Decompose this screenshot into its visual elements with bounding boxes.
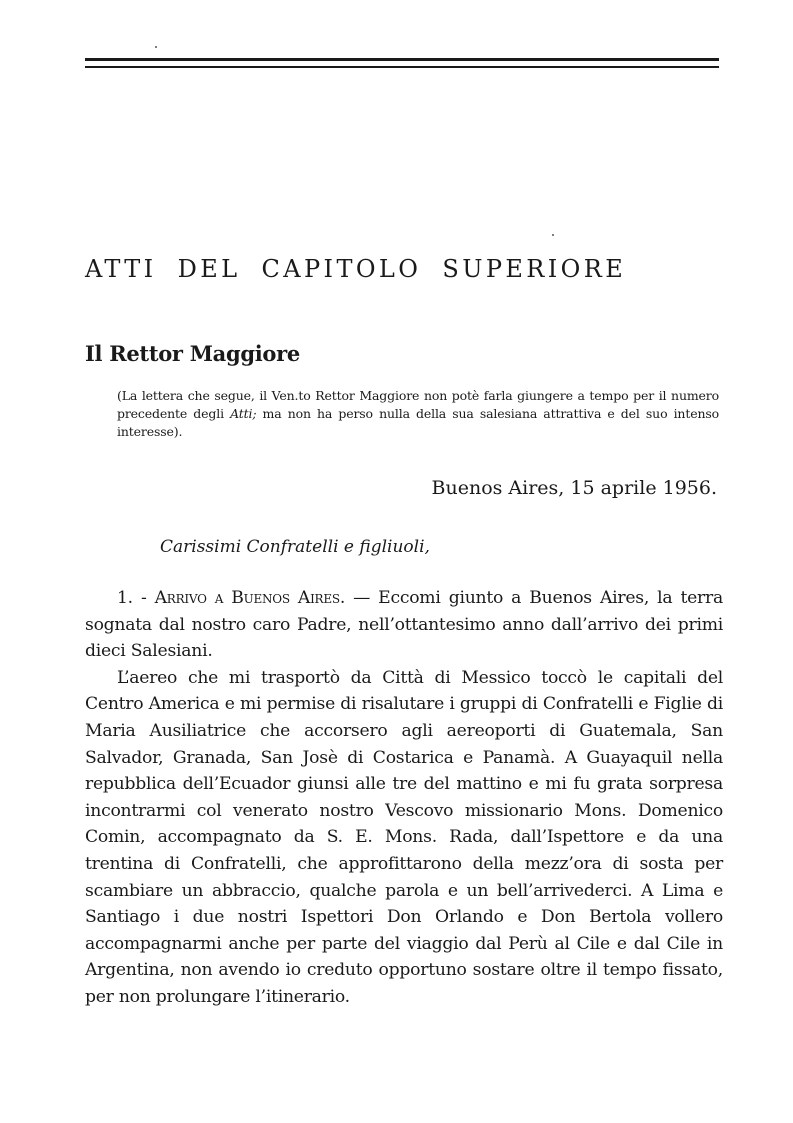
paragraph-heading: Arrivo a Buenos Aires. [154, 588, 346, 608]
paragraph-2: L’aereo che mi trasportò da Città di Messico toccò le capitali del Centro America e mi permise di risalutare i gruppi di Confratelli e Figlie di Maria Ausiliatrice che accorsero agli aereoporti di Guatemala, San Salvador, Granada, San Josè di Costarica e Panamà. A Guayaquil nella repubblica dell’Ecuador giunsi alle tre del mattino e mi fu grata sorpresa incontrarmi col venerato nostro Vescovo missionario Mons. Domenico Comin, accompagnato da S. E. Mons. Rada, dall’Ispettore e da una trentina di Confratelli, che approfittarono della mezz’ora di sosta per scambiare un abbraccio, qualche parola e un bell’arrivederci. A Lima e Santiago i due nostri Ispettori Don Orlando e Don Bertola vollero accompagnarmi anche per parte del viaggio dal Perù al Cile e dal Cile in Argentina, non avendo io creduto opportuno sostare oltre il tempo fissato, per non prolungare l’itinerario. [85, 667, 723, 1007]
note-text-end: ma non ha perso nulla della sua salesiana attrattiva e del suo intenso interesse). [117, 406, 719, 439]
section-heading: Il Rettor Maggiore [85, 341, 300, 366]
note-text: (La lettera che segue, il Ven.to Rettor Maggiore non potè farla giungere a tempo per il numero precedente degli [117, 388, 719, 421]
scan-speck [552, 234, 554, 236]
editorial-note [85, 387, 719, 441]
letter-salutation: Carissimi Confratelli e figliuoli, [160, 537, 430, 557]
header-rule-thin [85, 66, 719, 68]
letter-body [85, 585, 723, 1011]
scan-speck [155, 46, 157, 48]
paragraph-1-text: — Eccomi giunto a Buenos Aires, la terra sognata dal nostro caro Padre, nell’ottantesimo anno dall’arrivo dei primi dieci Salesiani. [85, 588, 723, 662]
paragraph-1 [85, 585, 723, 665]
header-rule-thick [85, 58, 719, 61]
note-italic: Atti; [230, 406, 257, 421]
paragraph-number: 1. - [117, 588, 155, 608]
page-title: ATTI DEL CAPITOLO SUPERIORE [85, 255, 627, 283]
letter-date: Buenos Aires, 15 aprile 1956. [431, 477, 717, 499]
